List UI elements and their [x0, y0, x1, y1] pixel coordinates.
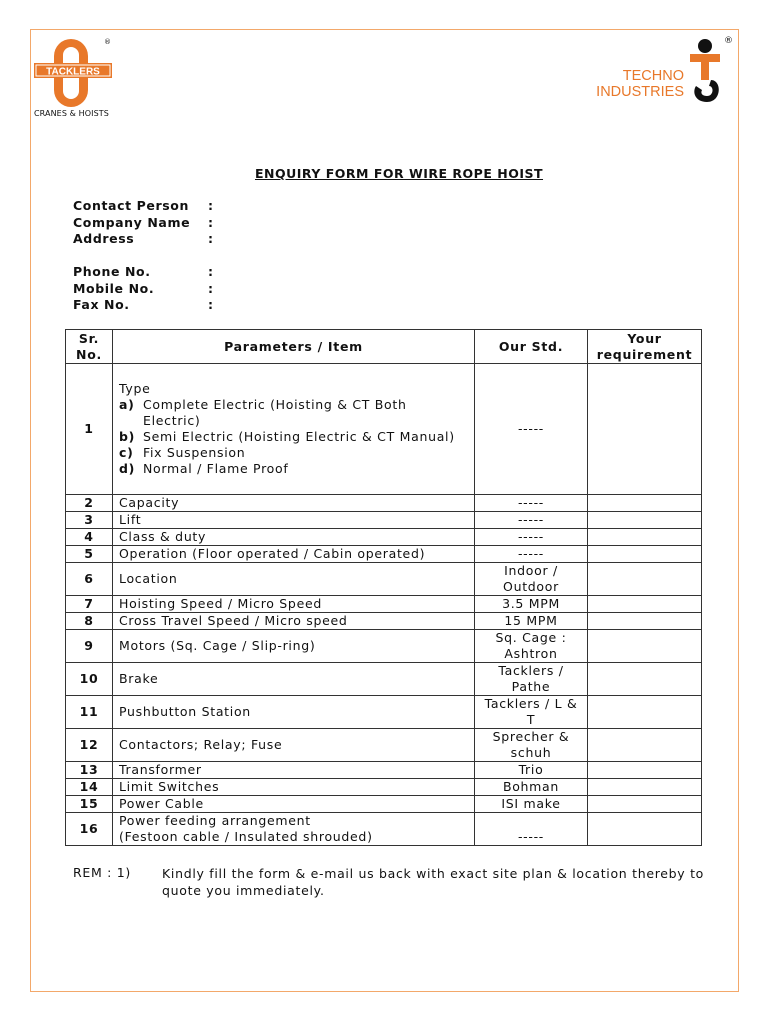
requirement-cell[interactable]	[588, 813, 702, 846]
requirement-cell[interactable]	[588, 729, 702, 762]
sr-cell: 3	[66, 512, 113, 529]
sr-cell: 5	[66, 546, 113, 563]
contact-row	[73, 281, 214, 298]
company-name-label: Company Name	[73, 214, 191, 230]
requirement-cell[interactable]	[588, 529, 702, 546]
table-row	[66, 813, 702, 846]
table-row	[66, 364, 702, 495]
our-std-cell: Indoor / Outdoor	[475, 563, 588, 596]
table-row	[66, 596, 702, 613]
sr-cell: 14	[66, 779, 113, 796]
remarks-label: REM : 1)	[73, 865, 131, 880]
separator: :	[208, 264, 214, 279]
our-std-cell: -----	[475, 364, 588, 495]
contact-row	[73, 215, 214, 232]
option-text: Semi Electric (Hoisting Electric & CT Manual)	[143, 429, 455, 444]
sr-cell: 16	[66, 813, 113, 846]
item-cell: Contactors; Relay; Fuse	[113, 729, 475, 762]
table-row	[66, 779, 702, 796]
item-cell: Motors (Sq. Cage / Slip-ring)	[113, 630, 475, 663]
requirement-cell[interactable]	[588, 696, 702, 729]
type-option	[119, 461, 468, 477]
sr-cell: 10	[66, 663, 113, 696]
item-cell: Class & duty	[113, 529, 475, 546]
your-requirement-header: Your requirement	[588, 330, 702, 364]
sr-cell: 15	[66, 796, 113, 813]
fax-label: Fax No.	[73, 297, 130, 312]
item-cell: Brake	[113, 663, 475, 696]
item-cell: Pushbutton Station	[113, 696, 475, 729]
techno-registered-mark: ®	[724, 36, 733, 46]
our-std-cell: 3.5 MPM	[475, 596, 588, 613]
sr-cell: 12	[66, 729, 113, 762]
table-row	[66, 630, 702, 663]
table-row	[66, 696, 702, 729]
type-option	[119, 445, 468, 461]
requirement-cell[interactable]	[588, 364, 702, 495]
requirement-cell[interactable]	[588, 663, 702, 696]
sr-cell: 13	[66, 762, 113, 779]
industries-line: INDUSTRIES	[596, 84, 684, 100]
table-row	[66, 796, 702, 813]
our-std-cell: -----	[475, 512, 588, 529]
table-header-row	[66, 330, 702, 364]
sr-cell: 8	[66, 613, 113, 630]
our-std-cell: -----	[475, 546, 588, 563]
item-cell: Power Cable	[113, 796, 475, 813]
table-row	[66, 512, 702, 529]
tacklers-registered-mark: ®	[104, 38, 111, 46]
sr-cell: 11	[66, 696, 113, 729]
sr-no-header: Sr. No.	[66, 330, 113, 364]
techno-line: TECHNO	[622, 68, 684, 84]
our-std-cell: Tacklers / Pathe	[475, 663, 588, 696]
item-cell: Hoisting Speed / Micro Speed	[113, 596, 475, 613]
table-row	[66, 663, 702, 696]
item-cell: Transformer	[113, 762, 475, 779]
logo-head-icon	[698, 39, 712, 53]
crane-hook-icon	[694, 80, 718, 102]
contact-row	[73, 231, 214, 248]
our-std-cell: Tacklers / L & T	[475, 696, 588, 729]
table-row	[66, 729, 702, 762]
techno-industries-wordmark	[596, 68, 684, 100]
logo-body-icon	[690, 54, 720, 80]
separator: :	[208, 231, 214, 246]
our-std-cell: Sq. Cage : Ashtron	[475, 630, 588, 663]
item-cell: Location	[113, 563, 475, 596]
tacklers-logo-text: TACKLERS	[46, 66, 100, 78]
table-row	[66, 762, 702, 779]
page-title: ENQUIRY FORM FOR WIRE ROPE HOIST	[254, 166, 544, 181]
our-std-header: Our Std.	[475, 330, 588, 364]
requirement-cell[interactable]	[588, 512, 702, 529]
contact-details	[73, 198, 214, 248]
item-cell: Cross Travel Speed / Micro speed	[113, 613, 475, 630]
option-key: b)	[119, 429, 136, 444]
type-cell	[113, 364, 475, 495]
type-title: Type	[119, 381, 151, 396]
separator: :	[208, 198, 214, 213]
requirement-cell[interactable]	[588, 796, 702, 813]
sr-cell: 6	[66, 563, 113, 596]
item-cell: Operation (Floor operated / Cabin operated)	[113, 546, 475, 563]
address-label: Address	[73, 231, 135, 246]
separator: :	[208, 214, 214, 230]
sr-cell: 4	[66, 529, 113, 546]
table-row	[66, 546, 702, 563]
phone-details	[73, 264, 214, 314]
requirement-cell[interactable]	[588, 613, 702, 630]
remarks-text: Kindly fill the form & e-mail us back with exact site plan & location thereby to quote you immediately.	[162, 866, 705, 898]
requirement-cell[interactable]	[588, 762, 702, 779]
contact-person-label: Contact Person	[73, 198, 189, 213]
option-text: Fix Suspension	[143, 445, 246, 460]
contact-row	[73, 297, 214, 314]
sr-cell: 9	[66, 630, 113, 663]
our-std-cell: -----	[475, 529, 588, 546]
table-row	[66, 529, 702, 546]
requirement-cell[interactable]	[588, 596, 702, 613]
requirement-cell[interactable]	[588, 779, 702, 796]
requirement-cell[interactable]	[588, 630, 702, 663]
option-key: c)	[119, 445, 134, 460]
our-std-cell: -----	[475, 813, 588, 846]
type-option	[119, 397, 468, 429]
item-cell: Limit Switches	[113, 779, 475, 796]
requirement-cell[interactable]	[588, 563, 702, 596]
option-key: d)	[119, 461, 136, 476]
item-line: Power feeding arrangement	[119, 813, 311, 828]
our-std-cell: 15 MPM	[475, 613, 588, 630]
remarks	[73, 865, 705, 898]
item-cell	[113, 813, 475, 846]
tacklers-tagline: CRANES & HOISTS	[34, 109, 109, 118]
sr-cell: 7	[66, 596, 113, 613]
our-std-cell: Trio	[475, 762, 588, 779]
type-option	[119, 429, 468, 445]
option-text: Complete Electric (Hoisting & CT Both Electric)	[143, 397, 407, 428]
sr-cell: 1	[66, 364, 113, 495]
contact-row	[73, 198, 214, 215]
item-cell: Lift	[113, 512, 475, 529]
phone-label: Phone No.	[73, 264, 151, 279]
separator: :	[208, 297, 214, 312]
table-row	[66, 495, 702, 512]
contact-row	[73, 264, 214, 281]
our-std-cell: ISI make	[475, 796, 588, 813]
item-cell: Capacity	[113, 495, 475, 512]
sr-cell: 2	[66, 495, 113, 512]
requirement-cell[interactable]	[588, 546, 702, 563]
parameters-header: Parameters / Item	[113, 330, 475, 364]
mobile-label: Mobile No.	[73, 280, 155, 296]
option-text: Normal / Flame Proof	[143, 461, 289, 476]
option-key: a)	[119, 397, 135, 412]
requirement-cell[interactable]	[588, 495, 702, 512]
item-line: (Festoon cable / Insulated shrouded)	[119, 829, 373, 844]
table-row	[66, 563, 702, 596]
separator: :	[208, 280, 214, 296]
our-std-cell: Bohman	[475, 779, 588, 796]
parameters-table	[65, 329, 702, 846]
table-row	[66, 613, 702, 630]
our-std-cell: -----	[475, 495, 588, 512]
our-std-cell: Sprecher & schuh	[475, 729, 588, 762]
